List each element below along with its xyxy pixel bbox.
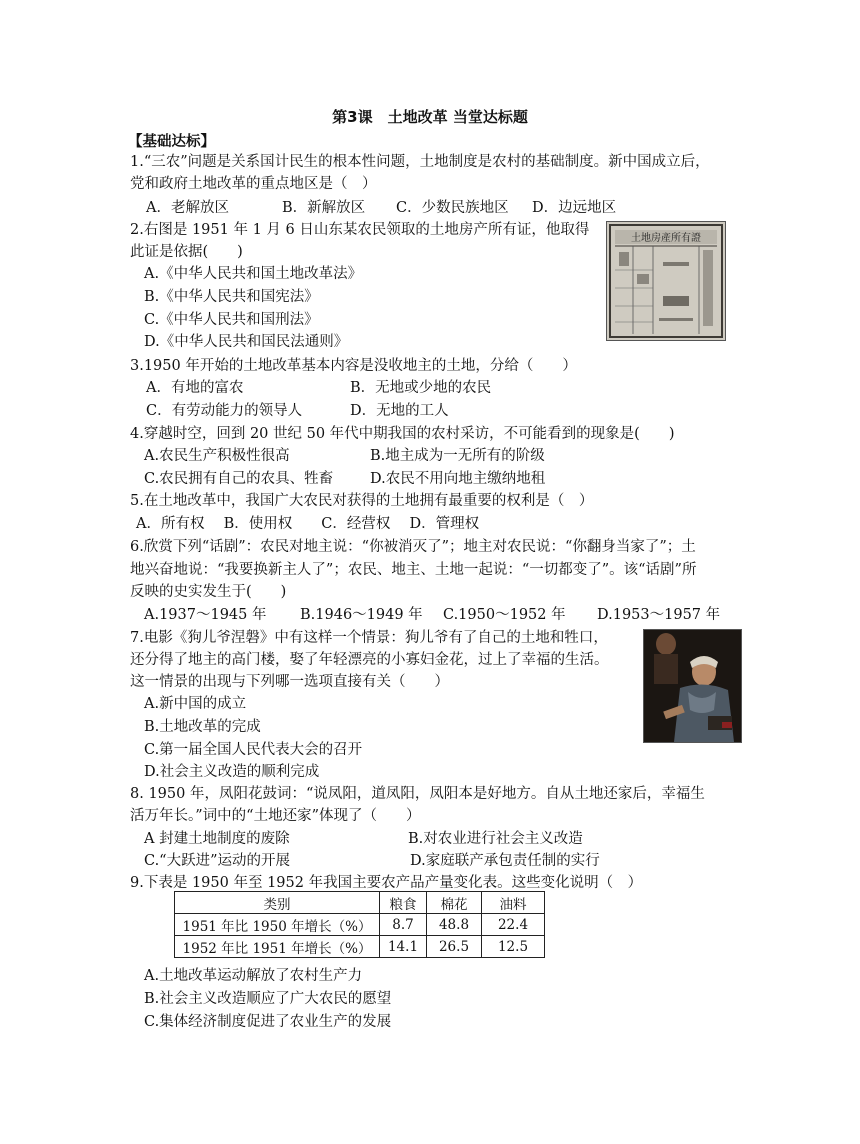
table-cell: 22.4: [482, 914, 545, 936]
q7-option-c: C.第一届全国人民代表大会的召开: [144, 742, 363, 758]
q8-option-a: A 封建土地制度的废除: [144, 831, 290, 847]
q8-stem-line1: 8. 1950 年，凤阳花鼓词：“说凤阳，道凤阳，凤阳本是好地方。自从土地还家后，幸福生: [130, 786, 705, 802]
certificate-header-text: 土地房產所有證: [631, 233, 701, 244]
q9-stem: 9.下表是 1950 年至 1952 年我国主要农产品产量变化表。这些变化说明（ ）: [130, 875, 643, 891]
table-header-cell: 油料: [482, 892, 545, 914]
q8-option-b: B.对农业进行社会主义改造: [408, 831, 583, 847]
q2-stem-line1: 2.右图是 1951 年 1 月 6 日山东某农民领取的土地房产所有证，他取得: [130, 222, 590, 238]
q1-option-b: B．新解放区: [282, 200, 366, 216]
table-cell: 1951 年比 1950 年增长（%）: [175, 914, 380, 936]
q5-options: A．所有权 B．使用权 C．经营权 D．管理权: [136, 516, 480, 532]
section-heading: 【基础达标】: [128, 133, 215, 150]
q3-stem: 3.1950 年开始的土地改革基本内容是没收地主的土地，分给（ ）: [130, 358, 577, 374]
q4-option-c: C.农民拥有自己的农具、牲畜: [144, 471, 334, 487]
table-row: [175, 936, 545, 958]
table-header-row: [175, 892, 545, 914]
q5-stem: 5.在土地改革中，我国广大农民对获得的土地拥有最重要的权利是（ ）: [130, 493, 594, 509]
q3-option-b: B．无地或少地的农民: [350, 380, 492, 396]
q8-option-d: D.家庭联产承包责任制的实行: [410, 853, 600, 869]
q2-option-a: A.《中华人民共和国土地改革法》: [144, 266, 363, 282]
production-table: [174, 891, 545, 958]
q6-option-d: D.1953～1957 年: [597, 607, 721, 623]
table-row: [175, 914, 545, 936]
q4-option-b: B.地主成为一无所有的阶级: [370, 448, 545, 464]
table-cell: 26.5: [427, 936, 482, 958]
film-still-image: [643, 629, 742, 743]
q1-stem-line1: 1.“三农”问题是关系国计民生的根本性问题，土地制度是农村的基础制度。新中国成立后，: [130, 154, 710, 170]
table-cell: 1952 年比 1951 年增长（%）: [175, 936, 380, 958]
q6-stem-line2: 地兴奋地说：“我要换新主人了”；农民、地主、土地一起说：“一切都变了”。该“话剧”所: [130, 562, 697, 578]
q2-stem-line2: 此证是依据( ): [130, 244, 243, 260]
q1-stem-line2: 党和政府土地改革的重点地区是（ ）: [130, 176, 377, 192]
q2-option-c: C.《中华人民共和国刑法》: [144, 312, 319, 328]
q6-stem-line3: 反映的史实发生于( ): [130, 584, 287, 600]
q7-stem-line2: 还分得了地主的高门楼，娶了年轻漂亮的小寡妇金花，过上了幸福的生活。: [130, 652, 609, 668]
table-cell: 8.7: [380, 914, 427, 936]
q2-option-b: B.《中华人民共和国宪法》: [144, 289, 319, 305]
table-cell: 14.1: [380, 936, 427, 958]
q1-option-d: D．边远地区: [532, 200, 617, 216]
q4-stem: 4.穿越时空，回到 20 世纪 50 年代中期我国的农村采访，不可能看到的现象是( ): [130, 426, 675, 442]
table-header-cell: 棉花: [427, 892, 482, 914]
q3-option-c: C．有劳动能力的领导人: [146, 403, 303, 419]
q7-option-b: B.土地改革的完成: [144, 719, 261, 735]
q1-option-c: C．少数民族地区: [396, 200, 509, 216]
q2-option-d: D.《中华人民共和国民法通则》: [144, 334, 349, 350]
q6-option-b: B.1946～1949 年: [300, 607, 423, 623]
q6-option-c: C.1950～1952 年: [443, 607, 566, 623]
land-certificate-image: [606, 221, 726, 341]
q6-stem-line1: 6.欣赏下列“话剧”：农民对地主说：“你被消灭了”；地主对农民说：“你翻身当家了”；土: [130, 539, 696, 555]
table-header-cell: 粮食: [380, 892, 427, 914]
table-cell: 48.8: [427, 914, 482, 936]
q3-option-d: D．无地的工人: [350, 403, 449, 419]
table-header-cell: 类别: [175, 892, 380, 914]
q4-option-d: D.农民不用向地主缴纳地租: [370, 471, 546, 487]
table-cell: 12.5: [482, 936, 545, 958]
q9-option-c: C.集体经济制度促进了农业生产的发展: [144, 1014, 392, 1030]
q8-stem-line2: 活万年长。”词中的“土地还家”体现了（ ）: [130, 808, 421, 824]
q9-option-b: B.社会主义改造顺应了广大农民的愿望: [144, 991, 392, 1007]
q6-option-a: A.1937～1945 年: [144, 607, 267, 623]
q3-option-a: A．有地的富农: [146, 380, 244, 396]
q1-option-a: A．老解放区: [146, 200, 229, 216]
q7-stem-line3: 这一情景的出现与下列哪一选项直接有关（ ）: [130, 674, 449, 690]
q7-option-d: D.社会主义改造的顺利完成: [144, 764, 320, 780]
q7-stem-line1: 7.电影《狗儿爷涅磐》中有这样一个情景：狗儿爷有了自己的土地和牲口，: [130, 630, 608, 646]
q4-option-a: A.农民生产积极性很高: [144, 448, 290, 464]
q9-option-a: A.土地改革运动解放了农村生产力: [144, 968, 363, 984]
page-title: 第3课 土地改革 当堂达标题: [332, 108, 528, 126]
q8-option-c: C.“大跃进”运动的开展: [144, 853, 291, 869]
q7-option-a: A.新中国的成立: [144, 696, 247, 712]
